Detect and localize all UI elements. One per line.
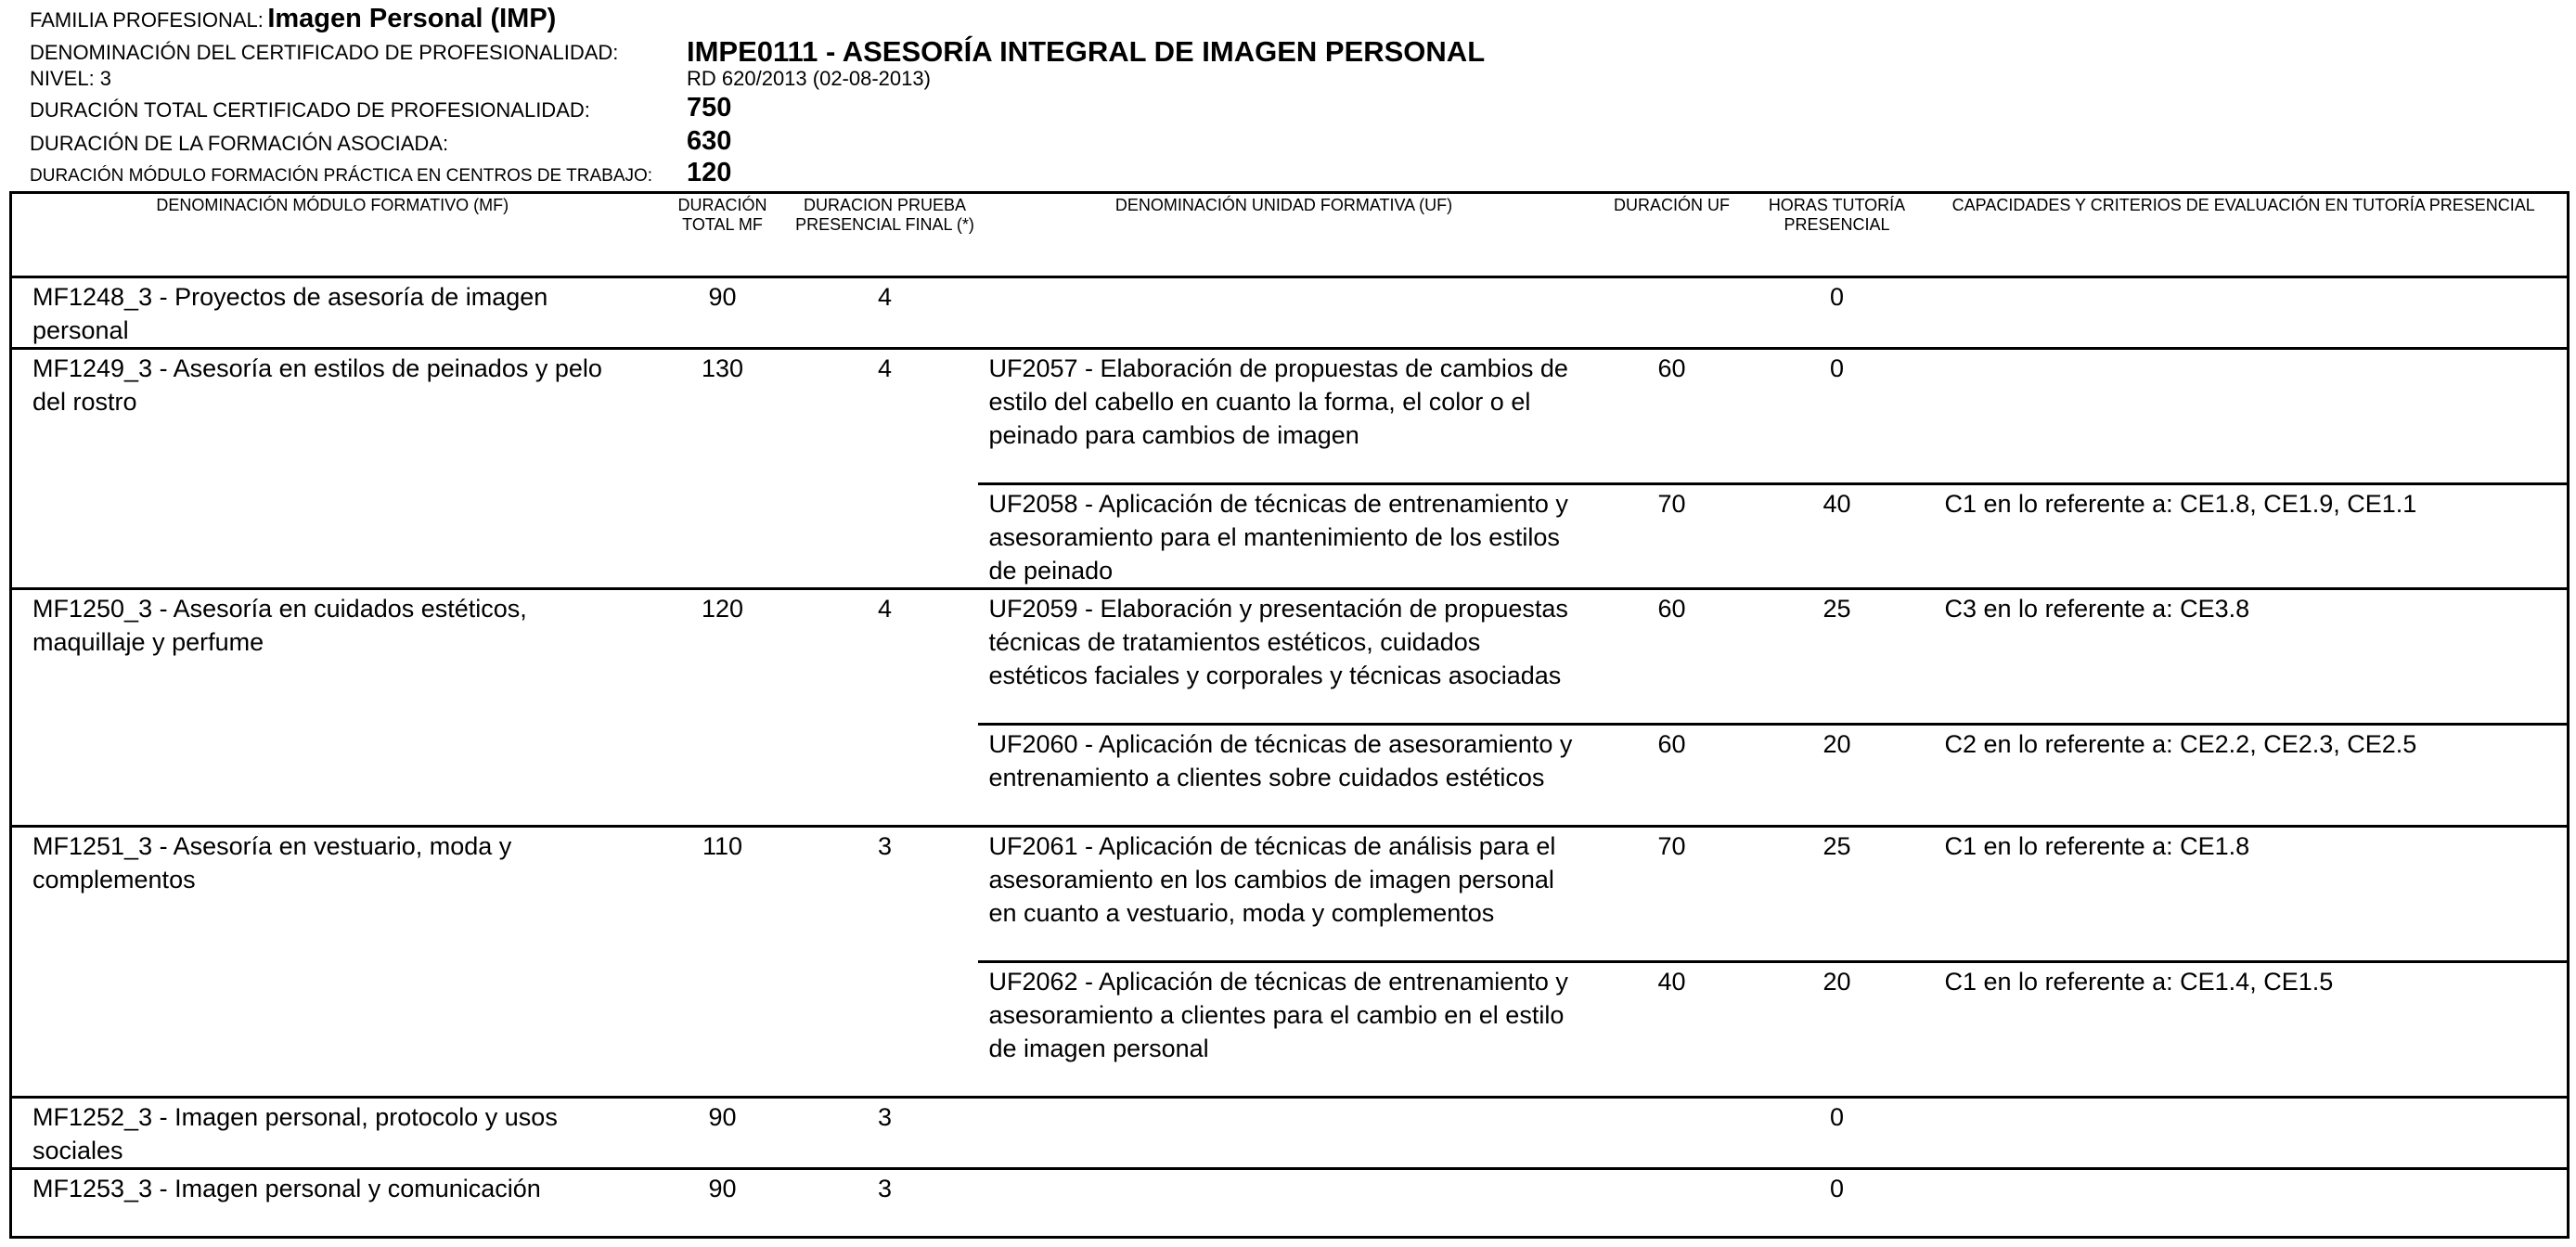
col-header-total-mf: DURACIÓN TOTAL MF — [653, 193, 792, 277]
unit-duration — [1591, 1169, 1754, 1238]
duracion-total-value: 750 — [687, 93, 732, 122]
unit-tutoria: 20 — [1754, 725, 1921, 827]
denominacion-label: DENOMINACIÓN DEL CERTIFICADO DE PROFESIONALIDAD: — [30, 41, 619, 64]
unit-capacidades — [1921, 1169, 2569, 1238]
module-name: MF1253_3 - Imagen personal y comunicación — [11, 1169, 653, 1238]
module-prueba: 4 — [792, 277, 978, 349]
unit-name: UF2057 - Elaboración de propuestas de cambios de estilo del cabello en cuanto la forma, el color o el peinado para cambios de imagen — [978, 349, 1591, 484]
unit-duration: 60 — [1591, 589, 1754, 725]
col-header-duracion-uf: DURACIÓN UF — [1591, 193, 1754, 277]
col-header-uf: DENOMINACIÓN UNIDAD FORMATIVA (UF) — [978, 193, 1591, 277]
module-name: MF1248_3 - Proyectos de asesoría de imagen personal — [11, 277, 653, 349]
unit-duration: 70 — [1591, 484, 1754, 589]
table-row — [11, 589, 2569, 725]
table-row — [11, 827, 2569, 962]
unit-tutoria: 0 — [1754, 349, 1921, 484]
duracion-formacion-value: 630 — [687, 126, 732, 156]
duracion-formacion-label: DURACIÓN DE LA FORMACIÓN ASOCIADA: — [30, 132, 449, 155]
unit-capacidades: C2 en lo referente a: CE2.2, CE2.3, CE2.5 — [1921, 725, 2569, 827]
table-row — [11, 277, 2569, 349]
unit-capacidades — [1921, 1098, 2569, 1169]
module-prueba: 3 — [792, 827, 978, 1098]
module-prueba: 3 — [792, 1098, 978, 1169]
unit-name: UF2061 - Aplicación de técnicas de análisis para el asesoramiento en los cambios de imagen personal en cuanto a vestuario, moda y complementos — [978, 827, 1591, 962]
unit-capacidades — [1921, 349, 2569, 484]
unit-duration — [1591, 277, 1754, 349]
module-total: 130 — [653, 349, 792, 589]
unit-capacidades: C3 en lo referente a: CE3.8 — [1921, 589, 2569, 725]
module-total: 90 — [653, 1169, 792, 1238]
module-prueba: 4 — [792, 349, 978, 589]
module-total: 120 — [653, 589, 792, 827]
col-header-tutoria: HORAS TUTORÍA PRESENCIAL — [1754, 193, 1921, 277]
module-total: 90 — [653, 1098, 792, 1169]
familia-label: FAMILIA PROFESIONAL: — [30, 8, 264, 32]
modules-table — [9, 191, 2570, 1239]
module-name: MF1250_3 - Asesoría en cuidados estéticos, maquillaje y perfume — [11, 589, 653, 827]
unit-name — [978, 277, 1591, 349]
unit-duration — [1591, 1098, 1754, 1169]
unit-name — [978, 1098, 1591, 1169]
duracion-practica-label: DURACIÓN MÓDULO FORMACIÓN PRÁCTICA EN CENTROS DE TRABAJO: — [30, 166, 653, 186]
unit-duration: 60 — [1591, 349, 1754, 484]
module-prueba: 3 — [792, 1169, 978, 1238]
unit-tutoria: 0 — [1754, 277, 1921, 349]
col-header-mf: DENOMINACIÓN MÓDULO FORMATIVO (MF) — [11, 193, 653, 277]
unit-capacidades: C1 en lo referente a: CE1.8 — [1921, 827, 2569, 962]
table-row — [11, 1169, 2569, 1238]
unit-name: UF2060 - Aplicación de técnicas de asesoramiento y entrenamiento a clientes sobre cuidados estéticos — [978, 725, 1591, 827]
unit-capacidades — [1921, 277, 2569, 349]
unit-duration: 70 — [1591, 827, 1754, 962]
module-name: MF1252_3 - Imagen personal, protocolo y usos sociales — [11, 1098, 653, 1169]
unit-tutoria: 0 — [1754, 1169, 1921, 1238]
table-header-row — [11, 193, 2569, 277]
certificate-title: IMPE0111 - ASESORÍA INTEGRAL DE IMAGEN PERSONAL — [687, 35, 1486, 68]
unit-tutoria: 25 — [1754, 589, 1921, 725]
familia-line — [30, 6, 556, 32]
unit-tutoria: 40 — [1754, 484, 1921, 589]
module-name: MF1249_3 - Asesoría en estilos de peinados y pelo del rostro — [11, 349, 653, 589]
col-header-prueba: DURACION PRUEBA PRESENCIAL FINAL (*) — [792, 193, 978, 277]
module-prueba: 4 — [792, 589, 978, 827]
unit-name: UF2058 - Aplicación de técnicas de entrenamiento y asesoramiento para el mantenimiento de los estilos de peinado — [978, 484, 1591, 589]
unit-tutoria: 25 — [1754, 827, 1921, 962]
unit-name: UF2062 - Aplicación de técnicas de entrenamiento y asesoramiento a clientes para el cambio en el estilo de imagen personal — [978, 962, 1591, 1098]
col-header-capacidades: CAPACIDADES Y CRITERIOS DE EVALUACIÓN EN TUTORÍA PRESENCIAL — [1921, 193, 2569, 277]
unit-tutoria: 0 — [1754, 1098, 1921, 1169]
unit-duration: 60 — [1591, 725, 1754, 827]
module-name: MF1251_3 - Asesoría en vestuario, moda y complementos — [11, 827, 653, 1098]
unit-capacidades: C1 en lo referente a: CE1.8, CE1.9, CE1.1 — [1921, 484, 2569, 589]
familia-value: Imagen Personal (IMP) — [267, 4, 557, 33]
unit-duration: 40 — [1591, 962, 1754, 1098]
unit-tutoria: 20 — [1754, 962, 1921, 1098]
duracion-total-label: DURACIÓN TOTAL CERTIFICADO DE PROFESIONALIDAD: — [30, 98, 590, 122]
unit-name: UF2059 - Elaboración y presentación de propuestas técnicas de tratamientos estéticos, cuidados estéticos faciales y corporales y técnicas asociadas — [978, 589, 1591, 725]
module-total: 90 — [653, 277, 792, 349]
duracion-practica-value: 120 — [687, 158, 732, 187]
nivel-label: NIVEL: 3 — [30, 67, 112, 90]
table-row — [11, 349, 2569, 484]
table-row — [11, 1098, 2569, 1169]
unit-capacidades: C1 en lo referente a: CE1.4, CE1.5 — [1921, 962, 2569, 1098]
unit-name — [978, 1169, 1591, 1238]
rd-value: RD 620/2013 (02-08-2013) — [687, 67, 931, 90]
module-total: 110 — [653, 827, 792, 1098]
